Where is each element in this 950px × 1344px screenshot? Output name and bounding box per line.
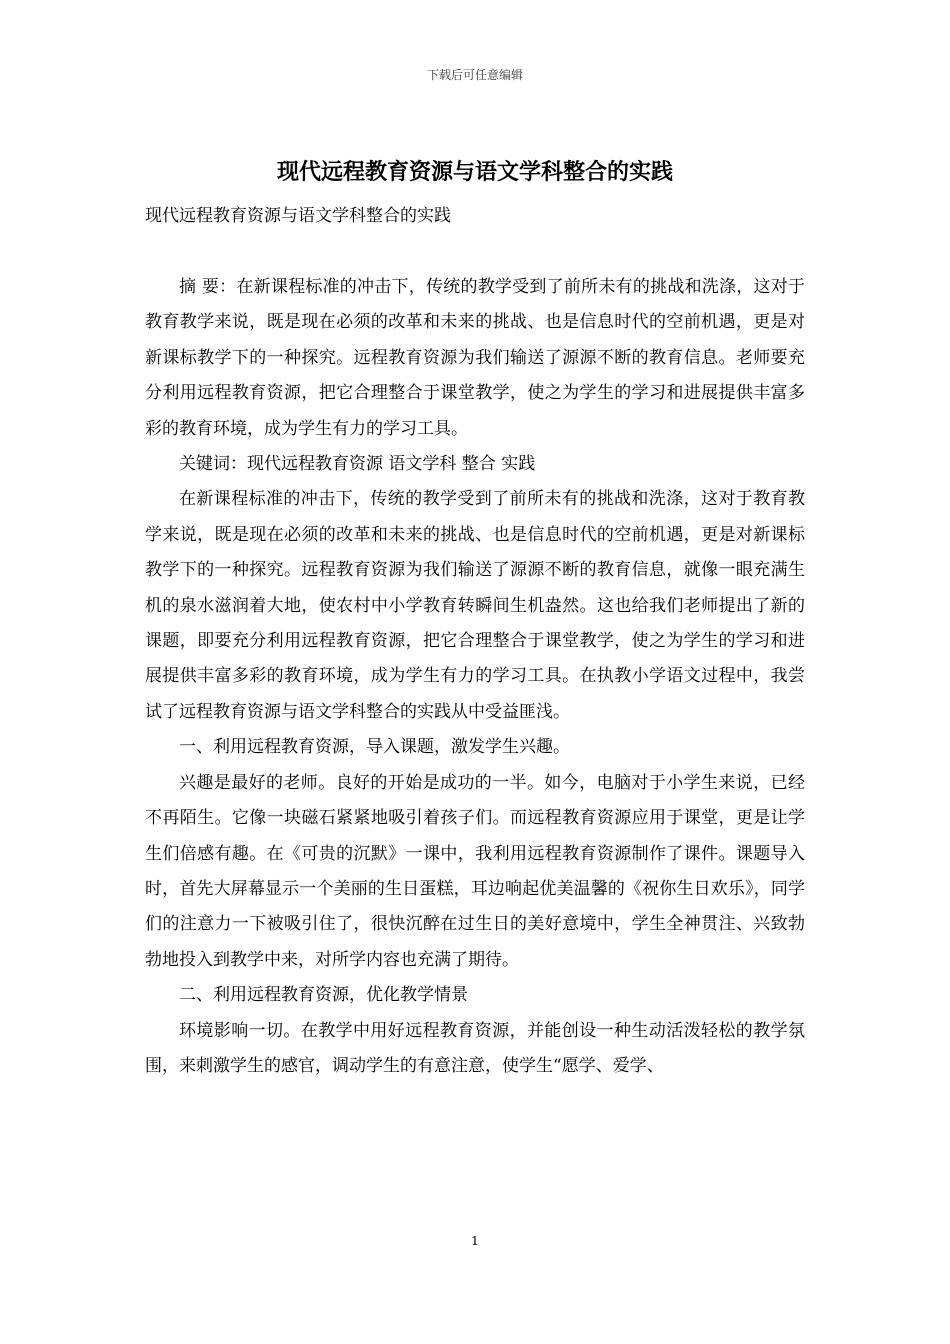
document-body bbox=[145, 270, 805, 1084]
section-heading-2: 二、利用远程教育资源，优化教学情景 bbox=[179, 985, 468, 1006]
document-subtitle: 现代远程教育资源与语文学科整合的实践 bbox=[145, 206, 451, 226]
intro-paragraph: 在新课程标准的冲击下，传统的教学受到了前所未有的挑战和洗涤，这对于教育教学来说，既是现在必须的改革和未来的挑战、也是信息时代的空前机遇，更是对新课标教学下的一种探究。远程教育资源为我们输送了源源不断的教育信息，就像一眼充满生机的泉水滋润着大地，使农村中小学教育转瞬间生机盎然。这也给我们老师提出了新的课题，即要充分利用远程教育资源，把它合理整合于课堂教学，使之为学生的学习和进展提供丰富多彩的教育环境，成为学生有力的学习工具。在执教小学语文过程中，我尝试了远程教育资源与语文学科整合的实践从中受益匪浅。 bbox=[145, 489, 805, 722]
abstract-paragraph: 摘 要：在新课程标准的冲击下，传统的教学受到了前所未有的挑战和洗涤，这对于教育教学来说，既是现在必须的改革和未来的挑战、也是信息时代的空前机遇，更是对新课标教学下的一种探究。远程教育资源为我们输送了源源不断的教育信息。老师要充分利用远程教育资源，把它合理整合于课堂教学，使之为学生的学习和进展提供丰富多彩的教育环境，成为学生有力的学习工具。 bbox=[145, 277, 805, 439]
section-1-paragraph: 兴趣是最好的老师。良好的开始是成功的一半。如今，电脑对于小学生来说，已经不再陌生。它像一块磁石紧紧地吸引着孩子们。而远程教育资源应用于课堂，更是让学生们倍感有趣。在《可贵的沉默》一课中，我利用远程教育资源制作了课件。课题导入时，首先大屏幕显示一个美丽的生日蛋糕，耳边响起优美温馨的《祝你生日欢乐》，同学们的注意力一下被吸引住了，很快沉醉在过生日的美好意境中，学生全神贯注、兴致勃勃地投入到教学中来，对所学内容也充满了期待。 bbox=[145, 772, 805, 970]
page-number: 1 bbox=[471, 1234, 479, 1248]
section-heading-1: 一、利用远程教育资源，导入课题，激发学生兴趣。 bbox=[179, 737, 570, 758]
page-header-note: 下载后可任意编辑 bbox=[426, 68, 523, 82]
document-title: 现代远程教育资源与语文学科整合的实践 bbox=[276, 159, 673, 185]
section-2-paragraph: 环境影响一切。在教学中用好远程教育资源，并能创设一种生动活泼轻松的教学氛围，来刺激学生的感官，调动学生的有意注意，使学生“愿学、爱学、 bbox=[145, 1020, 805, 1076]
keywords-paragraph: 关键词：现代远程教育资源 语文学科 整合 实践 bbox=[179, 454, 536, 475]
